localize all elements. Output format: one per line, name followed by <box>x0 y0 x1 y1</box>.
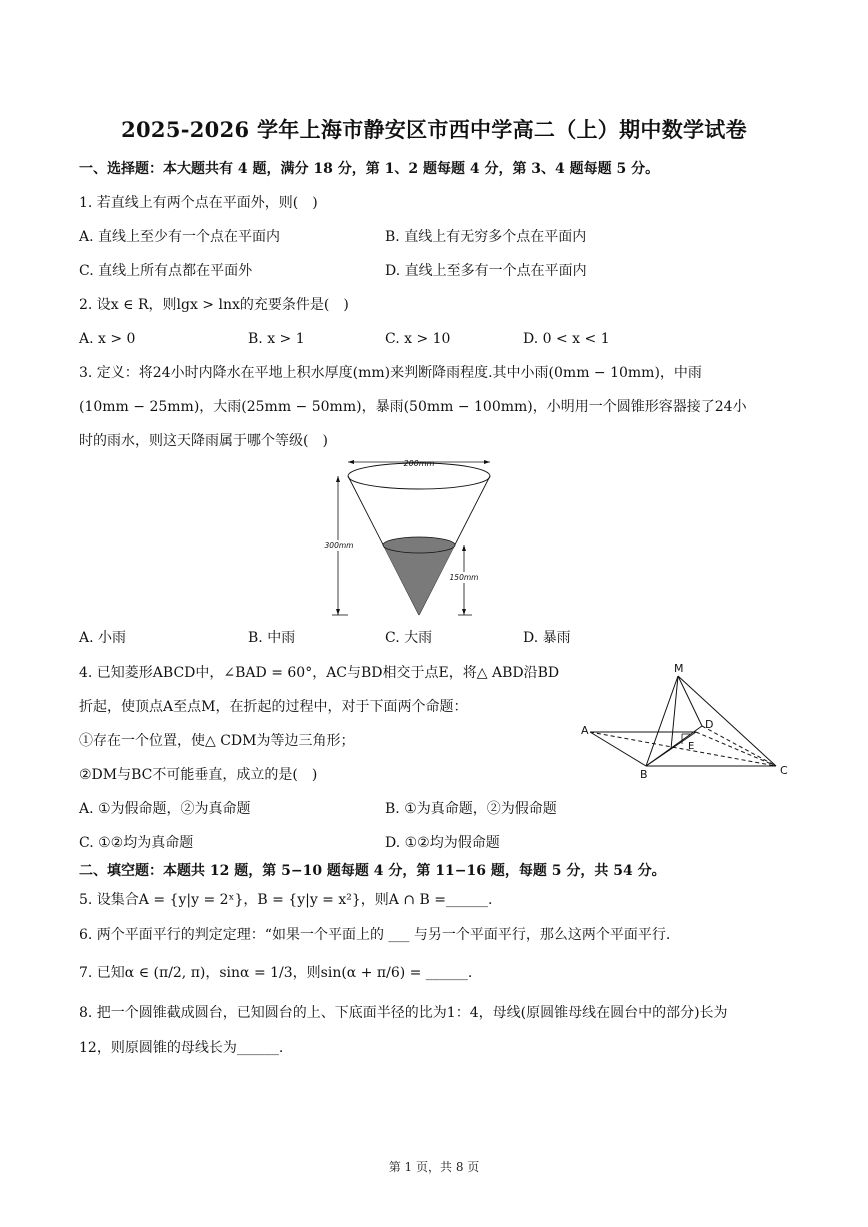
question-1-option-c: C. 直线上所有点都在平面外 <box>79 263 253 279</box>
question-3-option-c: C. 大雨 <box>385 630 433 646</box>
question-2-stem: 2. 设x ∈ R，则lgx > lnx的充要条件是( ) <box>79 297 349 313</box>
question-1-option-b: B. 直线上有无穷多个点在平面内 <box>385 229 587 245</box>
page-title: 2025-2026 学年上海市静安区市西中学高二（上）期中数学试卷 <box>121 117 747 142</box>
question-1-option-d: D. 直线上至多有一个点在平面内 <box>385 263 587 279</box>
cone-container-figure <box>320 455 500 625</box>
question-3-line-1: 3. 定义：将24小时内降水在平地上积水厚度(mm)来判断降雨程度.其中小雨(0mm − 10mm)，中雨 <box>79 365 702 381</box>
point-a-label: A <box>581 724 589 737</box>
point-d-label: D <box>705 718 714 731</box>
question-3-line-2: (10mm − 25mm)，大雨(25mm − 50mm)，暴雨(50mm − 100mm)，小明用一个圆锥形容器接了24小 <box>79 399 747 415</box>
question-8-line-1: 8. 把一个圆锥截成圆台，已知圆台的上、下底面半径的比为1：4，母线(原圆锥母线在圆台中的部分)长为 <box>79 1005 728 1021</box>
question-2-option-d: D. 0 < x < 1 <box>523 331 610 347</box>
water-height-label: 150mm <box>449 573 479 582</box>
cone-height-label: 300mm <box>324 541 354 550</box>
question-2-option-b: B. x > 1 <box>248 331 305 347</box>
question-4-option-b: B. ①为真命题，②为假命题 <box>385 801 557 817</box>
question-3-line-3: 时的雨水，则这天降雨属于哪个等级( ) <box>79 433 328 449</box>
point-b-label: B <box>640 768 648 781</box>
section-heading-choice: 一、选择题：本大题共有 4 题，满分 18 分，第 1、2 题每题 4 分，第 3、4 题每题 5 分。 <box>79 161 660 177</box>
question-4-option-d: D. ①②均为假命题 <box>385 835 500 851</box>
question-2-option-a: A. x > 0 <box>79 331 136 347</box>
question-7: 7. 已知α ∈ (π/2, π)，sinα = 1/3，则sin(α + π/6) = ______. <box>79 965 473 981</box>
question-2-option-c: C. x > 10 <box>385 331 451 347</box>
question-4-option-a: A. ①为假命题，②为真命题 <box>79 801 251 817</box>
question-3-option-a: A. 小雨 <box>79 630 127 646</box>
question-4-line-1: 4. 已知菱形ABCD中，∠BAD = 60°，AC与BD相交于点E，将△ ABD沿BD <box>79 665 560 681</box>
question-4-line-2: 折起，使顶点A至点M，在折起的过程中，对于下面两个命题： <box>79 699 468 715</box>
question-3-option-d: D. 暴雨 <box>523 630 571 646</box>
point-m-label: M <box>674 662 684 675</box>
cone-top-diameter-label: 200mm <box>403 459 435 468</box>
question-6: 6. 两个平面平行的判定定理：“如果一个平面上的 ___ 与另一个平面平行，那么这两个平面平行. <box>79 927 671 943</box>
question-1-option-a: A. 直线上至少有一个点在平面内 <box>79 229 281 245</box>
question-4-line-4: ②DM与BC不可能垂直，成立的是( ) <box>79 767 318 783</box>
question-8-line-2: 12，则原圆锥的母线长为______. <box>79 1040 284 1056</box>
question-4-option-c: C. ①②均为真命题 <box>79 835 194 851</box>
question-1-stem: 1. 若直线上有两个点在平面外，则( ) <box>79 195 318 211</box>
question-4-line-3: ①存在一个位置，使△ CDM为等边三角形； <box>79 733 355 749</box>
point-e-label: E <box>688 741 695 752</box>
rhombus-fold-figure <box>578 660 798 782</box>
section-heading-fill: 二、填空题：本题共 12 题，第 5−10 题每题 4 分，第 11−16 题，每题 5 分，共 54 分。 <box>79 863 666 879</box>
page-footer: 第 1 页，共 8 页 <box>388 1160 480 1174</box>
question-3-option-b: B. 中雨 <box>248 630 296 646</box>
question-5: 5. 设集合A = {y|y = 2ˣ}，B = {y|y = x²}，则A ∩ B =______. <box>79 892 493 908</box>
point-c-label: C <box>780 764 788 777</box>
